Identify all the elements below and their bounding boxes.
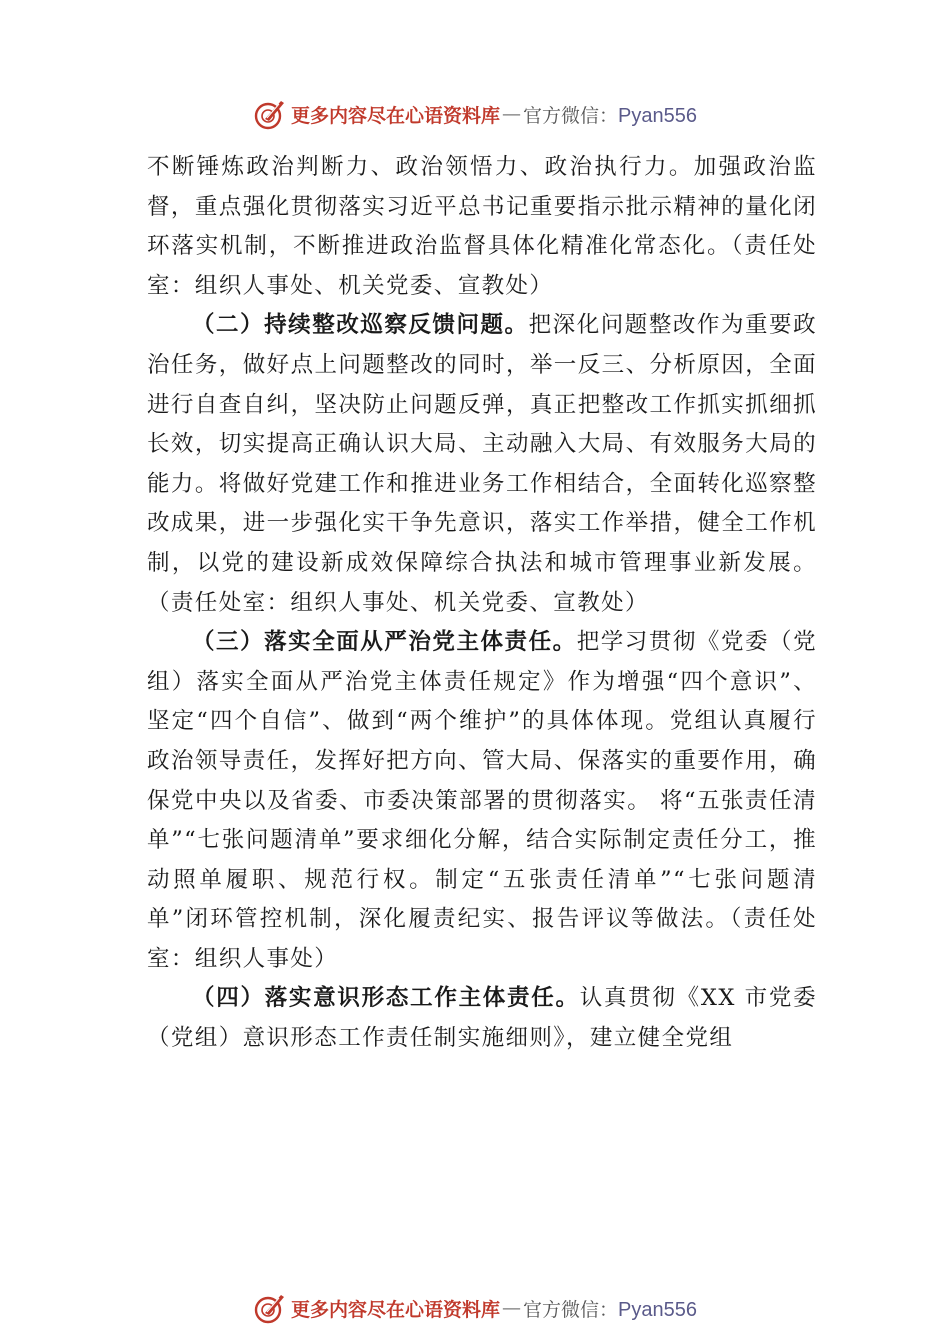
paragraph-1 — [147, 148, 817, 306]
paragraph-3-text: 把学习贯彻《党委（党组）落实全面从严治党主体责任规定》作为增强“四个意识”、坚定“四个自信”、做到“两个维护”的具体体现。党组认真履行政治领导责任，发挥好把方向、管大局、保落实的重要作用，确保党中央以及省委、市委决策部署的贯彻落实。 将“五张责任清单”“七张问题清单”要求细化分解，结合实际制定责任分工，推动照单履职、规范行权。制定“五张责任清单”“七张问题清单”闭环管控机制，深化履责纪实、报告评议等做法。（责任处室：组织人事处） — [147, 629, 817, 972]
footer-dash: — — [502, 1297, 522, 1319]
feather-seal-icon — [253, 1291, 287, 1325]
paragraph-1-text: 不断锤炼政治判断力、政治领悟力、政治执行力。加强政治监督，重点强化贯彻落实习近平总书记重要指示批示精神的量化闭环落实机制，不断推进政治监督具体化精准化常态化。（责任处室：组织人事处、机关党委、宣教处） — [147, 154, 817, 299]
paragraph-4 — [147, 979, 817, 1058]
banner-wechat-label: 官方微信： — [523, 104, 619, 127]
footer-wechat-id: Pyan556 — [618, 1298, 697, 1321]
paragraph-2 — [147, 306, 817, 623]
paragraph-3 — [147, 623, 817, 979]
footer-wechat-label: 官方微信： — [523, 1298, 619, 1321]
paragraph-4-heading: （四）落实意识形态工作主体责任。 — [192, 985, 580, 1012]
paragraph-4-text: 认真贯彻《XX 市党委（党组）意识形态工作责任制实施细则》，建立健全党组 — [147, 985, 817, 1052]
document-body — [147, 148, 817, 1059]
banner-wechat-id: Pyan556 — [618, 104, 697, 127]
header-banner — [0, 92, 950, 136]
footer-banner — [0, 1286, 950, 1330]
paragraph-3-heading: （三）落实全面从严治党主体责任。 — [192, 629, 577, 656]
footer-wechat — [523, 1295, 697, 1322]
feather-seal-icon — [253, 97, 287, 131]
paragraph-2-text: 把深化问题整改作为重要政治任务，做好点上问题整改的同时，举一反三、分析原因，全面进行自查自纠，坚决防止问题反弹，真正把整改工作抓实抓细抓长效，切实提高正确认识大局、主动融入大局、有效服务大局的能力。将做好党建工作和推进业务工作相结合，全面转化巡察整改成果，进一步强化实干争先意识，落实工作举措，健全工作机制，以党的建设新成效保障综合执法和城市管理事业新发展。（责任处室：组织人事处、机关党委、宣教处） — [147, 312, 817, 616]
banner-wechat — [523, 101, 697, 128]
footer-brand: 更多内容尽在心语资料库 — [291, 1298, 501, 1321]
banner-dash: — — [502, 103, 522, 125]
paragraph-2-heading: （二）持续整改巡察反馈问题。 — [192, 312, 529, 339]
banner-brand: 更多内容尽在心语资料库 — [291, 104, 501, 127]
